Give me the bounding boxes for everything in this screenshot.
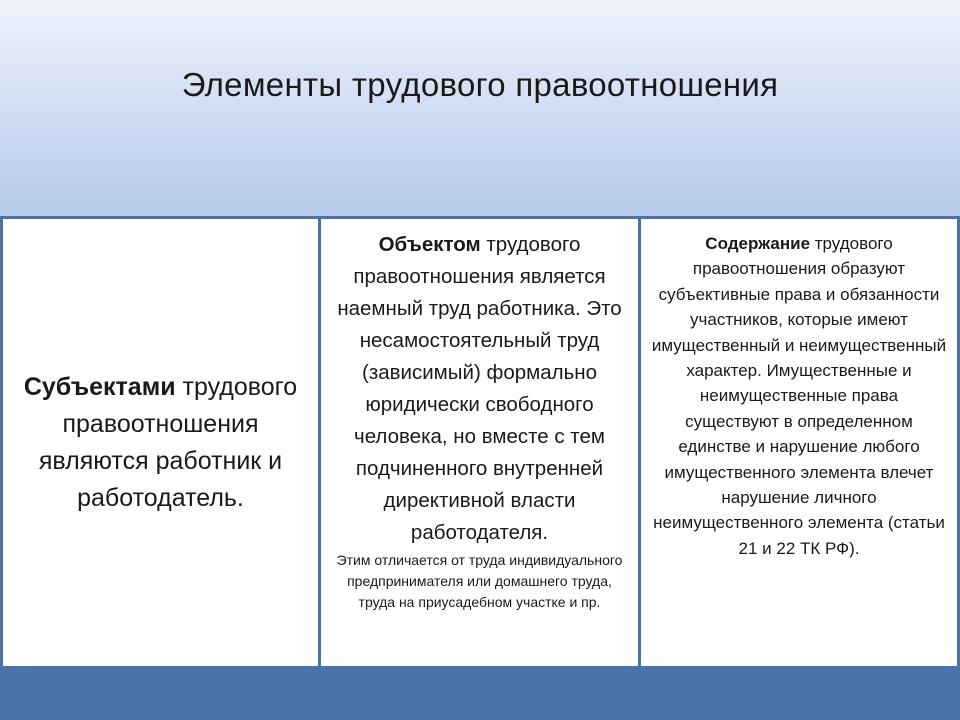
content-text: [641, 231, 957, 561]
title-band: [0, 0, 960, 216]
subjects-bold-term: Субъектами: [23, 372, 176, 401]
content-bold-term: Содержание: [705, 234, 811, 253]
content-cell: [641, 219, 957, 666]
subjects-description: трудового правоотношения являются работник и работодатель.: [38, 372, 298, 512]
content-description: трудового правоотношения образуют субъективные права и обязанности участников, которые имеют имущественный и неимущественный характер. Имущественные и неимущественные права существуют в определенном единстве и нарушение любого имущественного элемента влечет нарушение личного неимущественного элемента (статьи 21 и 22 ТК РФ).: [651, 234, 947, 558]
object-description: трудового правоотношения является наемный труд работника. Это несамостоятельный труд (зависимый) формально юридически свободного человека, но вместе с тем подчиненного внутренней директивной власти работодателя.: [337, 233, 622, 544]
object-bold-term: Объектом: [378, 233, 481, 256]
footer-band: [0, 668, 960, 720]
elements-table: [0, 216, 960, 668]
object-note: Этим отличается от труда индивидуального предпринимателя или домашнего труда, труда на приусадебном участке и пр.: [336, 552, 623, 610]
slide-title: Элементы трудового правоотношения: [181, 66, 779, 103]
subjects-cell: [3, 219, 318, 666]
object-cell: [321, 219, 638, 666]
subjects-text: [3, 369, 318, 517]
object-text: [321, 229, 638, 549]
